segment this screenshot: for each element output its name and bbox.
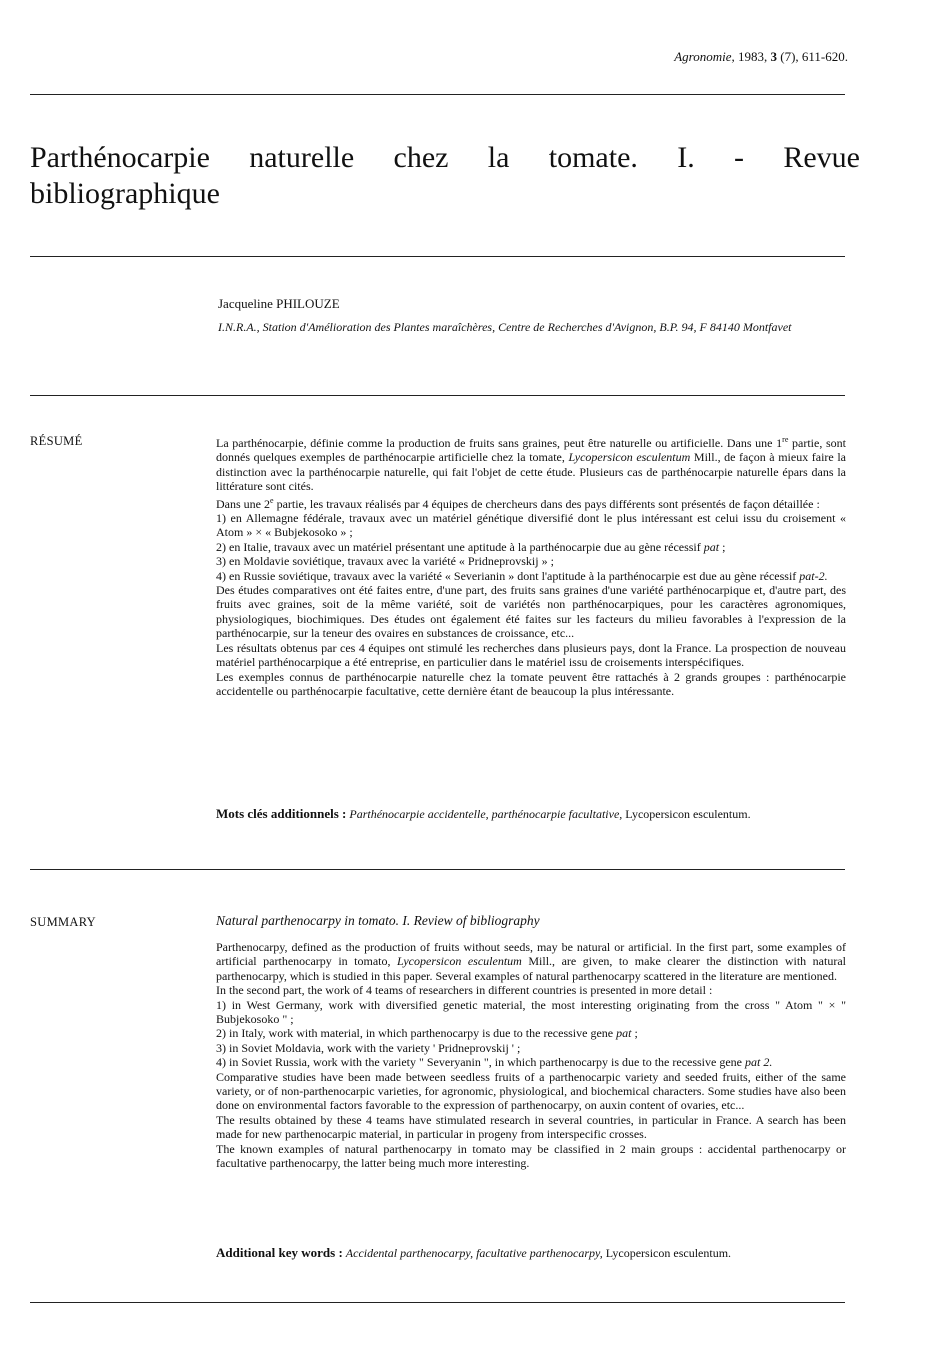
summary-keywords [216,1245,731,1261]
summary-item-1: 1) in West Germany, work with diversified genetic material, the most interesting originating from the cross " Atom " × " Bubjekosoko " ; [216,997,846,1027]
resume-paragraph-3: Des études comparatives ont été faites entre, d'une part, des fruits sans graines d'une variété parthénocarpique et, d'autre part, des fruits avec graines, soit de la même variété, soit de variétés non parthénocarpiques, pour les caractères agronomiques, physiologiques, biochimiques. Des études ont également été faites sur les facteurs du milieu favorables à l'expression de la parthénocarpie, sur la teneur des ovaires en substances de croissance, etc... [216,583,846,641]
author-rule [30,395,845,396]
resume-paragraph-1: La parthénocarpie, définie comme la production de fruits sans graines, peut être naturelle ou artificielle. Dans une 1re partie, sont donnés quelques exemples de parthénocarpie artificielle chez la tomate, Lycopersicon esculentum Mill., de façon à mieux faire la distinction avec la parthénocarpie naturelle, qui fait l'objet de cette étude. Plusieurs cas de parthénocarpie naturelle épars dans la littérature sont cités. [216,435,847,494]
journal-year: 1983, [737,49,768,64]
summary-keywords-terms: Accidental parthenocarpy, facultative parthenocarpy, [345,1246,603,1260]
summary-item-4: 4) in Soviet Russia, work with the variety " Severyanin ", in which parthenocarpy is due to the recessive gene pat 2. [216,1055,773,1070]
title-rule [30,256,845,257]
resume-rule [30,869,845,870]
resume-paragraph-5: Les exemples connus de parthénocarpie naturelle chez la tomate peuvent être rattachés à 2 grands groupes : parthénocarpie accidentelle ou parthénocarpie facultative, cette dernière étant de beaucoup la plus intéressante. [216,669,846,698]
summary-item-2: 2) in Italy, work with material, in which parthenocarpy is due to the recessive gene pat ; [216,1026,638,1041]
article-title: Parthénocarpie naturelle chez la tomate. I. - Revue bibliographique [30,141,860,210]
journal-name: Agronomie, [674,49,735,64]
resume-keywords-terms: Parthénocarpie accidentelle, parthénocarpie facultative, [349,807,623,821]
resume-heading: RÉSUMÉ [30,434,83,448]
summary-keywords-species: Lycopersicon esculentum. [605,1246,732,1260]
header-rule [30,94,845,95]
resume-item-4: 4) en Russie soviétique, travaux avec la variété « Severianin » dont l'aptitude à la parthénocarpie est due au gène récessif pat-2. [216,568,828,583]
summary-paragraph-2: In the second part, the work of 4 teams of researchers in different countries is presented in more detail : [216,983,713,998]
resume-body [216,433,846,698]
resume-item-2: 2) en Italie, travaux avec un matériel présentant une aptitude à la parthénocarpie due au gène récessif pat ; [216,539,726,554]
summary-heading: SUMMARY [30,915,97,929]
summary-paragraph-3: Comparative studies have been made between seedless fruits of a parthenocarpic variety and seeded fruits, either of the same variety, or of non-parthenocarpic varieties, for agronomic, physiological, and biochemical characters. Some studies have also been done on environmental factors favorable to the expression of parthenocarpy, on auxin content of ovaries, etc... [216,1069,846,1113]
author-name: Jacqueline PHILOUZE [218,296,340,311]
summary-body [216,940,846,1171]
resume-item-1: 1) en Allemagne fédérale, travaux avec un matériel génétique diversifié dont le plus intéressant est celui issu du croisement « Atom » × « Bubjekosoko » ; [216,511,846,540]
summary-item-3: 3) in Soviet Moldavia, work with the variety ' Pridneprovskij ' ; [216,1040,521,1055]
summary-paragraph-5: The known examples of natural parthenocarpy in tomato may be classified in 2 main groups : accidental parthenocarpy or facultative parthenocarpy, the latter being much more interesting. [216,1141,846,1171]
summary-title: Natural parthenocarpy in tomato. I. Review of bibliography [216,913,540,928]
resume-keywords-label: Mots clés additionnels : [216,806,347,821]
author-affiliation: I.N.R.A., Station d'Amélioration des Plantes maraîchères, Centre de Recherches d'Avignon, B.P. 94, F 84140 Montfavet [218,320,792,334]
journal-volume: 3 [770,49,777,64]
summary-keywords-label: Additional key words : [216,1245,343,1260]
resume-keywords [216,806,751,822]
summary-paragraph-4: The results obtained by these 4 teams have stimulated research in several countries, in particular in France. A search has been made for new parthenocarpic material, in particular in progeny from interspecific crosses. [216,1112,846,1142]
resume-item-3: 3) en Moldavie soviétique, travaux avec la variété « Pridneprovskij » ; [216,554,554,569]
summary-paragraph-1: Parthenocarpy, defined as the production of fruits without seeds, may be natural or artificial. In the first part, some examples of artificial parthenocarpy in tomato, Lycopersicon esculentum Mill., are given, to make clearer the distinction with natural parthenocarpy, which is studied in this paper. Several examples of natural parthenocarpy scattered in the literature are mentioned. [216,940,846,983]
journal-issue-pages: (7), 611-620. [780,49,848,64]
footer-rule [30,1302,845,1303]
journal-citation [674,49,848,65]
resume-paragraph-2: Dans une 2e partie, les travaux réalisés par 4 équipes de chercheurs dans des pays différents sont présentés de façon détaillée : [216,495,820,511]
resume-paragraph-4: Les résultats obtenus par ces 4 équipes ont stimulé les recherches dans plusieurs pays, dont la France. La prospection de nouveau matériel parthénocarpique a été entreprise, en particulier dans le matériel issu de croisements interspécifiques. [216,640,846,670]
resume-keywords-species: Lycopersicon esculentum. [625,807,751,821]
